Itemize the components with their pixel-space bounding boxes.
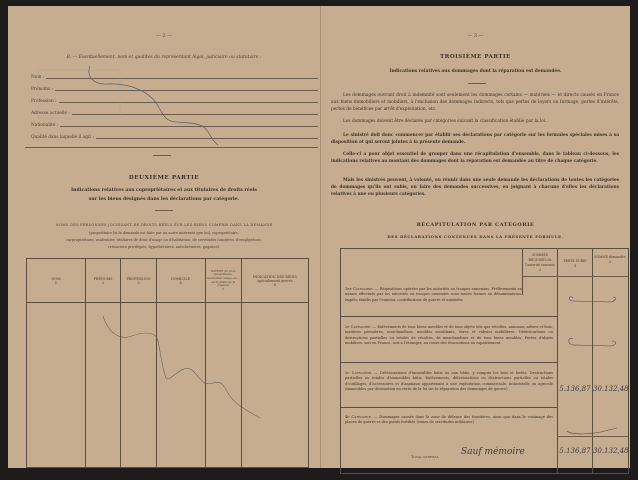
field-label: Nom : (31, 75, 45, 80)
left-page (8, 6, 320, 468)
co-owners-table (26, 258, 309, 468)
field-label: Adresse actuelle : (31, 111, 70, 116)
table-caption: NOMS DES PERSONNES JOUISSANT DE DROITS RÉELS SUR LES BIENS COMPRIS DANS LA DEMANDE (55, 223, 273, 227)
table-cell[interactable] (85, 303, 120, 468)
table-header-row (27, 259, 309, 303)
table-cell[interactable] (241, 303, 308, 468)
part-subtitle-1: Indications relatives aux copropriétaires et aux titulaires de droits réels (71, 188, 257, 193)
part-subtitle: Indications relatives aux dommages dont la réparation est demandée. (389, 69, 562, 74)
table-caption-note: nu-propriétaire, usufruitier, titulaires de droit d'usage ou d'habitation, de servitudes foncières, d'emphytéose, (66, 238, 262, 242)
short-divider (155, 210, 173, 211)
field-label: Prénoms : (31, 87, 53, 92)
total-label: Total général (411, 455, 439, 459)
column-header-perte-subie: PERTE SUBIE 4 (563, 259, 587, 268)
category-3: 3e Catégorie. — Détériorations d'immeubles bâtis ou non bâtis, y compris les bois et forêts. Destructions partielles ou totales d'immeubles bâtis. Enlèvements, détériorations ou destructions partielles ou totales d'outillages, d'accessoires et d'animaux appartenant à une exploitation commerciale, industrielle ou agricole (immeubles par destination en vertu de la loi sur la réparation des dommages de guerre) (345, 371, 553, 392)
total-perte-subie[interactable]: 5.136,87 (559, 447, 591, 455)
column-header-indication: INDICATION DES BIENS spécialement grevés 6 (241, 259, 308, 303)
crossed-out-marks (341, 249, 628, 473)
table-cell[interactable] (156, 303, 205, 468)
total-somme-demandee[interactable]: 30.132,48 (593, 447, 629, 455)
column-header-sommes-requises: SOMMES REQUISES de l'autorité ennemie 3 (525, 253, 555, 272)
table-row (27, 303, 309, 468)
recap-subtitle: DES DÉCLARATIONS CONTENUES DANS LA PRÉSENTE FORMULE. (387, 234, 564, 239)
table-cell[interactable] (121, 303, 157, 468)
somme-demandee-cat-3[interactable]: 30.132,48 (593, 385, 629, 393)
category-2: 2e Catégorie. — Enlèvements de tous biens meubles et de tous objets tels que récoltes, animaux, arbres et bois, matières premières, marchandises, meubles meublants, titres et valeurs mobilières. Détériorations ou destructions partielles ou totales de récoltes, de marchandises et de tous biens meubles. Pertes d'objets mobiliers, soit en France, soit à l'étranger, au cours des évacuations ou rapatriement (345, 325, 553, 346)
page-number: — 3 — (467, 33, 484, 39)
recap-table (340, 248, 629, 474)
table-cell[interactable] (205, 303, 241, 468)
part-title: TROISIÈME PARTIE (440, 54, 511, 60)
paragraph: Celle-ci a pour objet essentiel de grouper dans une récapitulation d'ensemble, dans le tableau ci-dessous, les indications relatives au montant des dommages dont la réparation est demandée au titre de chaque catégorie. (331, 152, 619, 164)
table-caption-note: (propriétaire [si la demande est faite par un autre intéressé que lui], copropriétaire, (89, 231, 239, 235)
column-header-nom: NOM 1 (27, 259, 86, 303)
section-b-heading: B. — Éventuellement, nom et qualités du représentant légal, judiciaire ou statutaire : (66, 55, 262, 60)
column-header-domicile: DOMICILE 4 (156, 259, 205, 303)
category-4: 4e Catégorie. — Dommages causés dans la zone de défense des frontières, ainsi que dans le voisinage des places de guerre et des points fortifiés (zones de servitudes militaires) (345, 415, 553, 425)
right-page (321, 6, 630, 468)
paragraph: Les dommages doivent être déclarés par catégories suivant la classification établie par la loi. (343, 119, 547, 124)
field-label: Qualité dans laquelle il agit : (31, 135, 94, 140)
paragraph: Mais les sinistrés peuvent, à volonté, ou réunir dans une seule demande les déclarations de toutes les catégories de dommages qu'ils ont subis, ou faire des demandes successives, en joignant à chacune d'elles les déclarations relatives à une ou plusieurs catégories. (331, 178, 619, 197)
column-header-somme-demandee: SOMME demandée 5 (594, 255, 626, 264)
total-handwritten-note: Sauf mémoire (461, 447, 525, 457)
table-caption-note: créanciers privilégiés, hypothécaires, antichrésistes, gagistes). (107, 245, 221, 249)
field-label: Profession : (31, 99, 57, 104)
short-divider (468, 83, 486, 84)
category-1: 1re Catégorie. — Réquisitions opérées par les autorités ou troupes ennemies. Prélèvements en nature effectués par les autorités ou troupes ennemies sous toutes formes ou dénominations. Impôts établis par l'ennemi, contributions de guerre et amendes (345, 287, 522, 302)
column-header-profession: PROFESSION 3 (121, 259, 157, 303)
part-subtitle-2: sur les biens désignés dans les déclarations par catégorie. (88, 197, 240, 202)
column-header-prenoms: PRÉNOMS 2 (85, 259, 120, 303)
perte-subie-cat-3[interactable]: 5.136,87 (559, 385, 591, 393)
page-number: — 2 — (155, 33, 173, 39)
field-label: Nationalité : (31, 123, 59, 128)
part-title: DEUXIÈME PARTIE (128, 175, 200, 181)
stamp-mark (38, 70, 120, 118)
recap-title: RÉCAPITULATION PAR CATÉGORIE (416, 222, 535, 228)
paragraph: Le sinistré doit donc commencer par établir ses déclarations par catégorie sur les formules spéciales mises à sa disposition et qui seront jointes à la présente demande. (331, 133, 619, 145)
column-header-nature: NATURE du droit (propriétaire, usufruitier, usage, etc., en montant de la créance) 5 (205, 259, 241, 303)
paragraph: Les dommages ouvrant droit à indemnité sont seulement les dommages certains — matériels — et directs causés en France aux biens immobiliers et mobiliers, à l'exclusion des dommages indirects, tels que pertes de loyers ou fermage, pertes d'intérêts, pertes de bénéfices par arrêt d'exploitation, etc. (331, 93, 619, 112)
table-cell[interactable] (27, 303, 86, 468)
